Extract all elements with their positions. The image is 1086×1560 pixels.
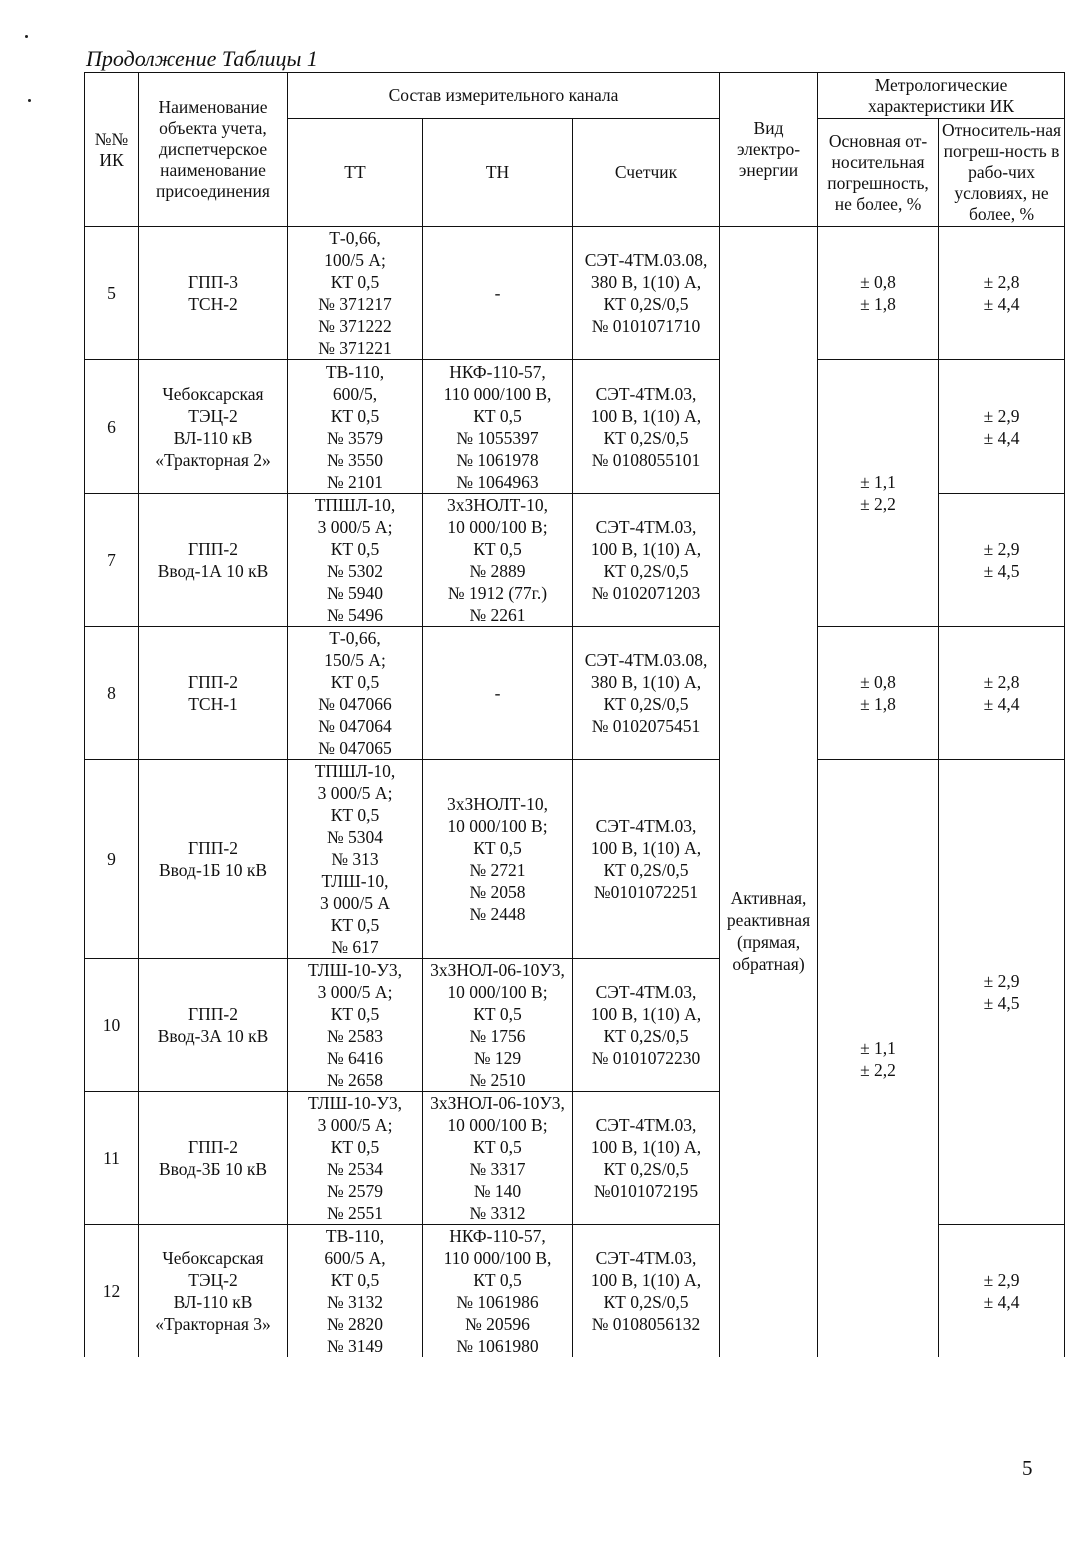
tt-cell-line: КТ 0,5 [330, 672, 380, 692]
tt-cell-line: ТВ-110, [325, 1226, 385, 1246]
tn-cell-line: - [494, 283, 501, 303]
meter-cell-line: СЭТ-4ТМ.03, [595, 1115, 697, 1135]
tt-cell-line: 3 000/5 А; [317, 783, 393, 803]
row-number: 11 [85, 1092, 139, 1225]
tt-cell-line: № 3132 [326, 1292, 384, 1312]
tn-cell-line: 10 000/100 В; [447, 517, 548, 537]
object-name-line: ГПП-2 [188, 838, 238, 858]
tt-cell-line: ТПШЛ-10, [314, 761, 396, 781]
basic-error-line: ± 1,8 [860, 294, 896, 314]
meter-cell-line: 100 В, 1(10) А, [590, 1137, 702, 1157]
tt-cell-line: № 313 [331, 849, 379, 869]
rel-error [939, 494, 1065, 627]
meter-cell-line: СЭТ-4ТМ.03, [595, 383, 697, 404]
tt-cell-line: № 2658 [326, 1070, 384, 1090]
table-caption: Продолжение Таблицы 1 [86, 46, 318, 71]
meter-cell [573, 227, 720, 360]
meter-cell-line: №0101072195 [593, 1181, 699, 1201]
header-num: №№ ИК [85, 73, 139, 227]
tt-cell-line: № 2583 [326, 1026, 384, 1046]
header-name: Наименование объекта учета, диспетчерское наименование присоединения [139, 73, 288, 227]
tt-cell-line: № 5302 [326, 561, 384, 581]
tt-cell-line: № 047064 [318, 716, 392, 736]
tt-cell-line: ТЛШ-10-У3, [307, 960, 402, 980]
rel-error-line: ± 2,8 [983, 672, 1020, 692]
tn-cell [423, 760, 573, 959]
tn-cell [423, 227, 573, 360]
row-number: 8 [85, 627, 139, 760]
energy-type-line: обратная) [732, 954, 805, 974]
meter-cell-line: КТ 0,2S/0,5 [603, 561, 689, 581]
tt-cell-line: 3 000/5 А; [317, 982, 393, 1002]
object-name-line: ВЛ-110 кВ [173, 427, 253, 448]
meter-cell [573, 959, 720, 1092]
table-row [85, 360, 1065, 494]
tn-cell-line: 10 000/100 В; [447, 816, 548, 836]
tt-cell-line: № 2579 [326, 1181, 384, 1201]
tt-cell-line: № 617 [331, 937, 379, 957]
meter-cell-line: № 0108056132 [591, 1314, 701, 1334]
row-number: 12 [85, 1225, 139, 1358]
header-metro: Метрологические характеристики ИК [818, 73, 1065, 119]
meter-cell [573, 1092, 720, 1225]
tn-cell-line: НКФ-110-57, [449, 361, 546, 382]
row-number: 5 [85, 227, 139, 360]
tt-cell-line: ТВ-110, [325, 361, 385, 382]
tn-cell-line: 3хЗНОЛ-06-10У3, [430, 960, 565, 980]
object-name-line: ГПП-3 [188, 272, 238, 292]
tt-cell [288, 959, 423, 1092]
tt-cell-line: № 3579 [326, 427, 384, 448]
tn-cell-line: № 1064963 [456, 471, 539, 492]
tn-cell [423, 494, 573, 627]
tn-cell-line: 10 000/100 В; [447, 1115, 548, 1135]
rel-error-line: ± 4,4 [983, 294, 1020, 314]
tt-cell-line: № 2101 [326, 471, 384, 492]
object-name-line: Ввод-1А 10 кВ [157, 561, 269, 581]
energy-type-line: (прямая, [736, 932, 801, 952]
header-meter: Счетчик [573, 119, 720, 227]
meter-cell-line: СЭТ-4ТМ.03, [595, 816, 697, 836]
meter-cell-line: № 0101071710 [591, 316, 701, 336]
object-name [139, 959, 288, 1092]
object-name-line: ВЛ-110 кВ [173, 1292, 253, 1312]
tt-cell-line: КТ 0,5 [330, 1270, 380, 1290]
rel-error-line: ± 4,4 [983, 1292, 1020, 1312]
tt-cell-line: КТ 0,5 [330, 1137, 380, 1157]
tn-cell-line: КТ 0,5 [473, 1137, 522, 1157]
meter-cell-line: КТ 0,2S/0,5 [603, 860, 689, 880]
tn-cell-line: № 2889 [469, 561, 526, 581]
rel-error-line: ± 4,5 [983, 561, 1020, 581]
table-row [85, 227, 1065, 360]
basic-error [818, 360, 939, 627]
meter-cell-line: КТ 0,2S/0,5 [603, 1159, 689, 1179]
basic-error-line: ± 1,1 [860, 472, 896, 492]
tt-cell-line: ТЛШ-10, [321, 871, 389, 891]
row-number: 6 [85, 360, 139, 494]
meter-cell-line: 380 В, 1(10) А, [590, 272, 702, 292]
object-name [139, 627, 288, 760]
tn-cell-line: КТ 0,5 [473, 539, 522, 559]
tn-cell-line: № 1756 [469, 1026, 526, 1046]
header-tt: ТТ [288, 119, 423, 227]
tn-cell-line: № 3317 [469, 1159, 526, 1179]
tt-cell-line: № 371222 [318, 316, 392, 336]
tt-cell-line: 600/5, [332, 383, 378, 404]
tn-cell-line: 110 000/100 В, [443, 383, 552, 404]
tt-cell-line: КТ 0,5 [330, 915, 380, 935]
meter-cell-line: № 0102071203 [591, 583, 701, 603]
meter-cell-line: СЭТ-4ТМ.03, [595, 982, 697, 1002]
tn-cell-line: НКФ-110-57, [449, 1226, 546, 1246]
tt-cell [288, 227, 423, 360]
tn-cell-line: КТ 0,5 [473, 405, 522, 426]
tt-cell-line: КТ 0,5 [330, 805, 380, 825]
tt-cell-line: Т-0,66, [329, 228, 381, 248]
object-name-line: ТЭЦ-2 [188, 405, 238, 426]
meter-cell-line: 100 В, 1(10) А, [590, 1270, 702, 1290]
rel-error-line: ± 2,9 [983, 1270, 1020, 1290]
tt-cell-line: № 3149 [326, 1336, 384, 1356]
tt-cell-line: 3 000/5 А [320, 893, 390, 913]
basic-error [818, 227, 939, 360]
tt-cell [288, 1225, 423, 1358]
object-name-line: ГПП-2 [188, 539, 238, 559]
object-name-line: «Тракторная 3» [155, 1314, 271, 1334]
tt-cell-line: 3 000/5 А; [317, 517, 393, 537]
header-basic-error: Основная от-носительная погрешность, не более, % [818, 119, 939, 227]
meter-cell-line: № 0101072230 [591, 1048, 701, 1068]
rel-error-line: ± 4,4 [983, 427, 1020, 448]
tt-cell-line: КТ 0,5 [330, 1004, 380, 1024]
tt-cell [288, 360, 423, 494]
object-name [139, 494, 288, 627]
basic-error-line: ± 1,8 [860, 694, 896, 714]
meter-cell-line: КТ 0,2S/0,5 [603, 294, 689, 314]
row-number: 10 [85, 959, 139, 1092]
tn-cell [423, 1225, 573, 1358]
tt-cell-line: КТ 0,5 [330, 272, 380, 292]
table-row [85, 627, 1065, 760]
tn-cell-line: - [494, 683, 501, 703]
rel-error-line: ± 2,9 [983, 405, 1020, 426]
meter-cell [573, 627, 720, 760]
tn-cell-line: КТ 0,5 [473, 838, 522, 858]
meter-cell [573, 1225, 720, 1358]
object-name-line: Ввод-3Б 10 кВ [158, 1159, 268, 1179]
meter-cell-line: СЭТ-4ТМ.03, [595, 517, 697, 537]
row-number: 7 [85, 494, 139, 627]
tt-cell [288, 494, 423, 627]
tn-cell-line: № 129 [473, 1048, 522, 1068]
table-row [85, 760, 1065, 959]
tt-cell-line: № 371217 [318, 294, 392, 314]
tt-cell-line: 100/5 А; [324, 250, 386, 270]
object-name-line: Ввод-3А 10 кВ [157, 1026, 269, 1046]
basic-error [818, 760, 939, 1358]
meter-cell [573, 494, 720, 627]
tn-cell-line: № 140 [473, 1181, 522, 1201]
meter-cell-line: КТ 0,2S/0,5 [603, 1292, 689, 1312]
object-name-line: ГПП-2 [188, 1137, 238, 1157]
tt-cell-line: КТ 0,5 [330, 539, 380, 559]
tt-cell [288, 760, 423, 959]
meter-cell-line: СЭТ-4ТМ.03, [595, 1248, 697, 1268]
row-number: 9 [85, 760, 139, 959]
object-name [139, 1092, 288, 1225]
meter-cell-line: 100 В, 1(10) А, [590, 1004, 702, 1024]
tt-cell-line: ТЛШ-10-У3, [307, 1093, 402, 1113]
meter-cell-line: 100 В, 1(10) А, [590, 539, 702, 559]
meter-cell-line: КТ 0,2S/0,5 [603, 694, 689, 714]
tn-cell-line: № 2510 [469, 1070, 526, 1090]
meter-cell-line: №0101072251 [593, 882, 699, 902]
meter-cell-line: 380 В, 1(10) А, [590, 672, 702, 692]
rel-error-line: ± 2,8 [983, 272, 1020, 292]
energy-type-line: реактивная [726, 910, 811, 930]
tt-cell-line: № 5940 [326, 583, 384, 603]
tn-cell-line: № 1061980 [456, 1336, 539, 1356]
tn-cell-line: № 1055397 [456, 427, 539, 448]
basic-error [818, 627, 939, 760]
tn-cell-line: № 3312 [469, 1203, 526, 1223]
meter-cell-line: 100 В, 1(10) А, [590, 838, 702, 858]
object-name-line: Чебоксарская [162, 1248, 264, 1268]
tt-cell-line: 600/5 А, [324, 1248, 386, 1268]
energy-type-line: Активная, [730, 888, 807, 908]
tt-cell-line: ТПШЛ-10, [314, 495, 396, 515]
tn-cell-line: № 1061978 [456, 449, 539, 470]
tn-cell-line: № 1061986 [456, 1292, 539, 1312]
object-name [139, 1225, 288, 1358]
rel-error-line: ± 2,9 [983, 971, 1020, 991]
tt-cell-line: Т-0,66, [329, 628, 381, 648]
meter-cell-line: СЭТ-4ТМ.03.08, [584, 650, 708, 670]
tn-cell-line: № 2448 [469, 904, 526, 924]
header-energy: Вид электро-энергии [720, 73, 818, 227]
page-number: 5 [1022, 1456, 1033, 1480]
meter-cell-line: № 0102075451 [591, 716, 701, 736]
header-rel-error: Относитель-ная погреш-ность в рабо-чих условиях, не более, % [939, 119, 1065, 227]
tt-cell-line: № 5496 [326, 605, 384, 625]
tn-cell-line: 3хЗНОЛ-06-10У3, [430, 1093, 565, 1113]
tt-cell-line: № 3550 [326, 449, 384, 470]
meter-cell-line: КТ 0,2S/0,5 [603, 427, 689, 448]
object-name-line: Чебоксарская [162, 383, 264, 404]
object-name-line: ТСН-1 [188, 694, 238, 714]
meter-cell-line: 100 В, 1(10) А, [590, 405, 702, 426]
scan-dot [25, 35, 28, 38]
tt-cell-line: № 047066 [318, 694, 392, 714]
object-name-line: ТЭЦ-2 [188, 1270, 238, 1290]
rel-error [939, 760, 1065, 1225]
basic-error-line: ± 0,8 [860, 272, 896, 292]
object-name-line: Ввод-1Б 10 кВ [158, 860, 268, 880]
basic-error-line: ± 0,8 [860, 672, 896, 692]
tn-cell-line: № 2058 [469, 882, 526, 902]
tt-cell-line: 3 000/5 А; [317, 1115, 393, 1135]
tn-cell [423, 627, 573, 760]
tt-cell-line: № 2534 [326, 1159, 384, 1179]
tt-cell-line: № 047065 [318, 738, 392, 758]
basic-error-line: ± 2,2 [860, 494, 896, 514]
object-name-line: ГПП-2 [188, 1004, 238, 1024]
object-name [139, 360, 288, 494]
tt-cell-line: № 371221 [318, 338, 392, 358]
rel-error [939, 1225, 1065, 1358]
scan-dot [28, 99, 31, 102]
tn-cell-line: 110 000/100 В, [443, 1248, 552, 1268]
tn-cell [423, 959, 573, 1092]
rel-error [939, 360, 1065, 494]
tn-cell-line: КТ 0,5 [473, 1270, 522, 1290]
tt-cell-line: № 6416 [326, 1048, 384, 1068]
header-tn: ТН [423, 119, 573, 227]
tt-cell [288, 1092, 423, 1225]
tt-cell-line: № 5304 [326, 827, 384, 847]
object-name-line: ТСН-2 [188, 294, 238, 314]
tn-cell-line: № 1912 (77г.) [447, 583, 548, 603]
object-name [139, 227, 288, 360]
rel-error [939, 227, 1065, 360]
basic-error-line: ± 2,2 [860, 1059, 896, 1080]
tt-cell [288, 627, 423, 760]
rel-error-line: ± 4,4 [983, 694, 1020, 714]
tn-cell-line: КТ 0,5 [473, 1004, 522, 1024]
meter-cell-line: СЭТ-4ТМ.03.08, [584, 250, 708, 270]
rel-error [939, 627, 1065, 760]
metrology-table [84, 72, 1065, 1357]
tt-cell-line: № 2551 [326, 1203, 384, 1223]
meter-cell-line: № 0108055101 [591, 449, 701, 470]
tn-cell-line: № 2721 [469, 860, 526, 880]
tn-cell [423, 360, 573, 494]
tt-cell-line: № 2820 [326, 1314, 384, 1334]
rel-error-line: ± 2,9 [983, 539, 1020, 559]
header-composition: Состав измерительного канала [288, 73, 720, 119]
basic-error-line: ± 1,1 [860, 1037, 896, 1058]
tt-cell-line: КТ 0,5 [330, 405, 380, 426]
object-name [139, 760, 288, 959]
rel-error-line: ± 4,5 [983, 993, 1020, 1013]
tn-cell-line: 10 000/100 В; [447, 982, 548, 1002]
tn-cell-line: 3хЗНОЛТ-10, [447, 794, 548, 814]
tn-cell-line: № 20596 [465, 1314, 530, 1334]
tt-cell-line: 150/5 А; [324, 650, 386, 670]
meter-cell [573, 360, 720, 494]
tn-cell-line: 3хЗНОЛТ-10, [447, 495, 548, 515]
object-name-line: «Тракторная 2» [155, 449, 271, 470]
energy-type [720, 227, 818, 1358]
meter-cell [573, 760, 720, 959]
meter-cell-line: КТ 0,2S/0,5 [603, 1026, 689, 1046]
tn-cell [423, 1092, 573, 1225]
object-name-line: ГПП-2 [188, 672, 238, 692]
tn-cell-line: № 2261 [469, 605, 526, 625]
